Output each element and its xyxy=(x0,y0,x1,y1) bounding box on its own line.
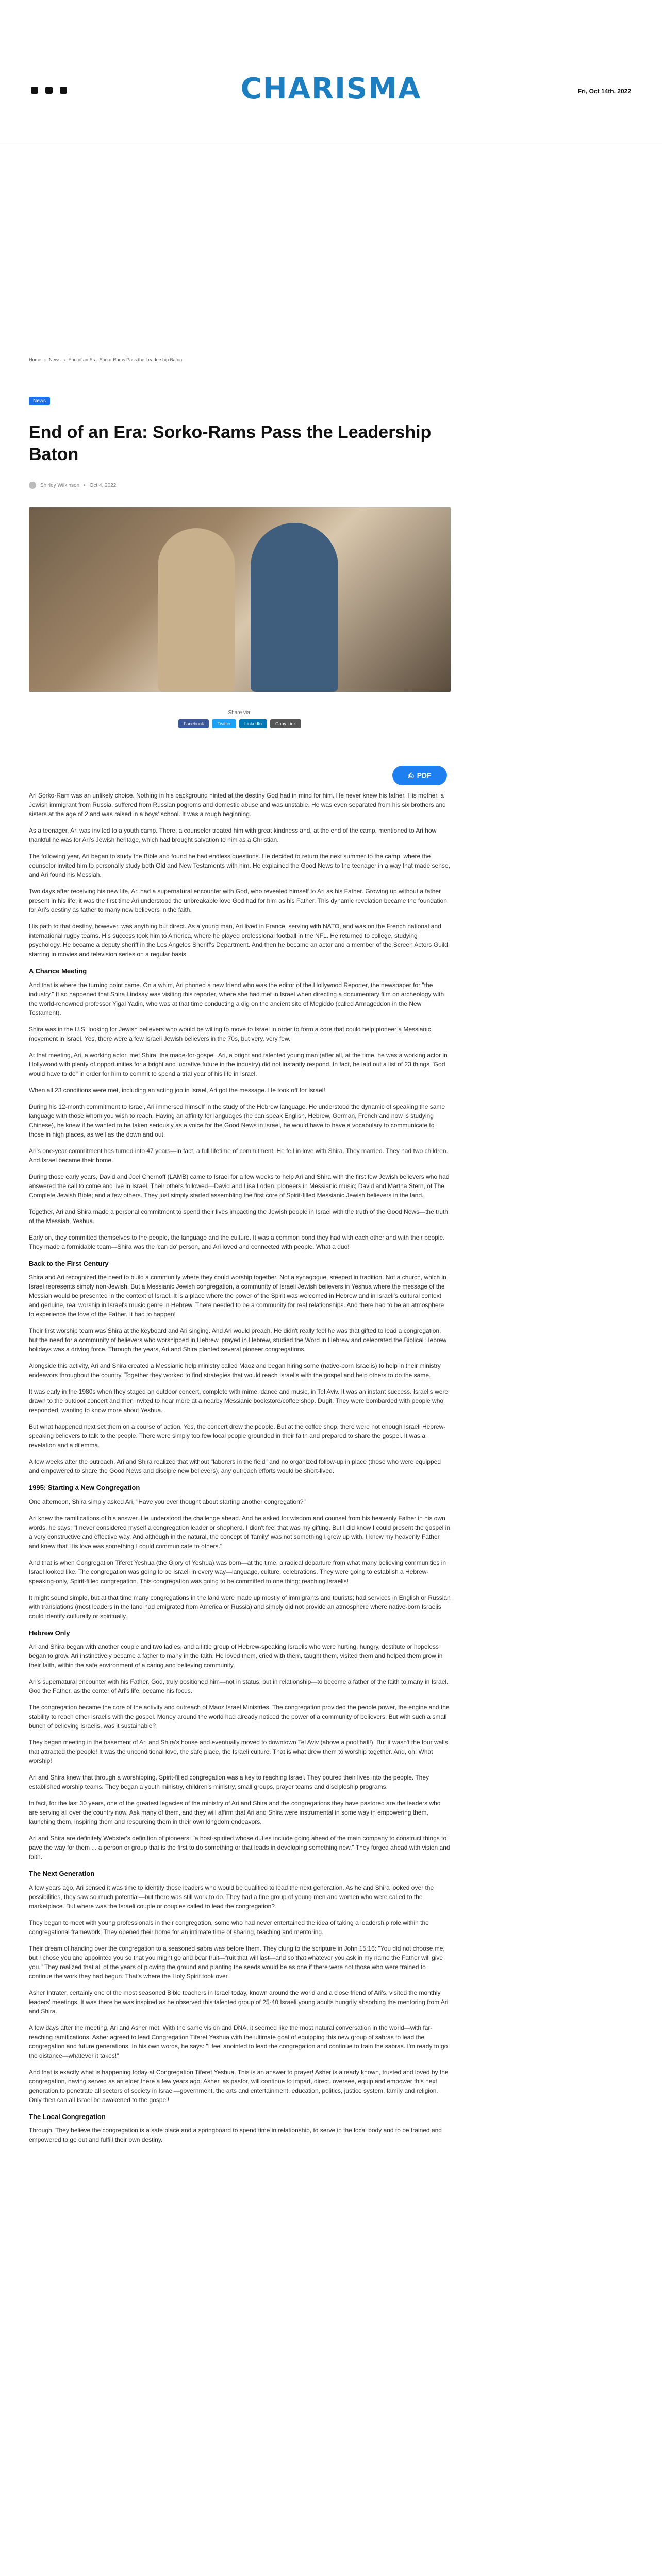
paragraph: And that is where the turning point came. On a whim, Ari phoned a new friend who was the editor of the Hollywood Reporter, the newspaper for "the industry." It so happened that Shira Lindsay was visiting this reporter, where she had met in Israel when directing a documentary film on archeology with the world-renowned professor Yigal Yadin, who was at that time conducting a dig on the ancient site of Megiddo (called Armageddon in the New Testament). xyxy=(29,981,444,1016)
site-logo[interactable]: CHARISMA xyxy=(240,72,422,106)
paragraph: As a teenager, Ari was invited to a youth camp. There, a counselor treated him with great kindness and, at the end of the camp, mentioned to Ari how thankful he was for Ari's Jewish heritage, which had brought salvation to him as a Christian. xyxy=(29,827,437,843)
man-figure xyxy=(251,523,338,692)
breadcrumb-news[interactable]: News xyxy=(49,357,61,362)
section-heading: Back to the First Century xyxy=(29,1259,109,1267)
paragraph: Shira was in the U.S. looking for Jewish believers who would be willing to move to Israel in order to form a core that could help pioneer a Messianic movement in Israel. Yes, there were a few Israeli Jewish believers in the 70s, but very, very few. xyxy=(29,1025,431,1042)
author-avatar xyxy=(29,482,36,489)
article-body xyxy=(29,791,451,2151)
paragraph: In fact, for the last 30 years, one of the greatest legacies of the ministry of Ari and Shira and the congregations they have pastored are the leaders who are serving all over the country now. Ask many of them, and they will affirm that Ari and Shira were instrumental in some way in empowering them, launching them, inspiring them and resourcing them in their own kingdom endeavors. xyxy=(29,1800,441,1825)
paragraph: And that is when Congregation Tiferet Yeshua (the Glory of Yeshua) was born—at the time, a radical departure from what many believing communities in Israel looked like. The congregation was going to be Israeli in every way—language, culture, celebrations. They were going to establish a Hebrew-speaking-only, Spirit-filled congregation. This congregation was going to be committed to one thing: reaching Israelis! xyxy=(29,1558,446,1585)
calendar-icon: • xyxy=(84,482,86,488)
paragraph: Ari knew the ramifications of his answer. He understood the challenge ahead. And he asked for wisdom and counsel from his heavenly Father in his own words, he says: "I never considered myself a congregation leader or shepherd. I didn't feel that was my gifting. But I did know I could present the gospel in a very constructive and effective way. And although in the natural, the concept of 'family' was not something I grew up with, I knew my heavenly Father and knew that His love was something I could communicate to others." xyxy=(29,1514,451,1550)
paragraph: Shira and Ari recognized the need to build a community where they could worship together. Not a synagogue, steeped in tradition. Not a church, which in Israel represents simply non-Jewish. But a Messianic Jewish congregation, a community of Israeli Jewish believers in Yeshua where the message of the Messiah would be presented in the context of Israel. It is a place where the power of the Spirit was welcomed in Hebrew and in Israeli's cultural context and genuine, real worship in Israel's music genre in Hebrew. There needed to be a community for real relationships. And there had to be an atmosphere to experience the love of the Father. It had to happen! xyxy=(29,1274,446,1318)
section-heading: 1995: Starting a New Congregation xyxy=(29,1484,140,1492)
paragraph: Their first worship team was Shira at the keyboard and Ari singing. And Ari would preach. He didn't really feel he was that gifted to lead a congregation, but the need for a community of believers who worshipped in Hebrew, prayed in Hebrew, studied the Word in Hebrew and celebrated the Biblical Hebrew holidays was a driving force. Through the years, Ari and Shira planted several pioneer congregations. xyxy=(29,1327,447,1353)
pdf-button[interactable] xyxy=(392,766,447,785)
paragraph: A few weeks after the outreach, Ari and Shira realized that without "laborers in the field" and no organized follow-up in place (those who were equipped and empowered to share the Good News and disciple new believers), any outreach efforts would be short-lived. xyxy=(29,1458,441,1475)
paragraph: At that meeting, Ari, a working actor, met Shira, the made-for-gospel. Ari, a bright and talented young man (after all, at the time, he was a working actor in Hollywood with plenty of opportunities for a bright and lucrative future in the industry) did not instantly respond. In fact, he laid out a list of 23 things "God would have to do" in order for him to commit to spend a trial year of his life in Israel. xyxy=(29,1051,448,1077)
publish-date: Oct 4, 2022 xyxy=(89,482,117,488)
paragraph: Ari's supernatural encounter with his Father, God, truly positioned him—not in status, but in relationship—to become a father of the faith to many in Israel. God the Father, as the center of Ari's life, became his focus. xyxy=(29,1678,449,1694)
breadcrumb: Home › News › End of an Era: Sorko-Rams Pass the Leadership Baton xyxy=(29,357,183,362)
paragraph: Ari Sorko-Ram was an unlikely choice. Nothing in his background hinted at the destiny God had in mind for him. He never knew his father. His mother, a Jewish immigrant from Russia, suffered from Russian pogroms and domestic abuse and was unstable. He was even separated from his six brothers and sisters at the age of 2 and was raised in a boys' school. It was a rough beginning. xyxy=(29,792,446,818)
site-header xyxy=(0,0,662,144)
paragraph: Alongside this activity, Ari and Shira created a Messianic help ministry called Maoz and began hiring some (native-born Israelis) to help in their ministry endeavors throughout the country. Together they worked to find strategies that would reach Israelis with the gospel and help others to do the same. xyxy=(29,1362,441,1379)
pdf-icon: ⎙ xyxy=(408,771,414,779)
section-heading: Hebrew Only xyxy=(29,1629,70,1637)
paragraph: Early on, they committed themselves to the people, the language and the culture. It was a common bond they had with each other and with their people. They made a formidable team—Shira was the 'can do' person, and Ari loved and connected with people. What a duo! xyxy=(29,1233,445,1250)
woman-figure xyxy=(158,528,235,692)
paragraph: During his 12-month commitment to Israel, Ari immersed himself in the study of the Hebrew language. He understood the dynamic of speaking the same language with those whom you wish to reach. Having an affinity for languages (he can speak English, Hebrew, German, French and now is studying Chinese), he knew if he wanted to be taken seriously as a voice for the Good News in Israel, he would have to have a vocabulary to communicate to those in high places, as well as the down and out. xyxy=(29,1103,445,1138)
share-label: Share via: xyxy=(228,710,252,716)
section-heading: A Chance Meeting xyxy=(29,967,87,975)
paragraph: The congregation became the core of the activity and outreach of Maoz Israel Ministries. The congregation provided the people power, the engine and the stability to reach other Israelis with the gospel. Money around the world had already noticed the power of a community of believers. But with such a small bunch of believing Israelis, was it sustainable? xyxy=(29,1704,450,1730)
paragraph: Asher Intrater, certainly one of the most seasoned Bible teachers in Israel today, known around the world and a close friend of Ari's, visited the monthly leaders' meetings. It was there he was inspired as he observed this talented group of 25-40 Israeli young adults hungrily absorbing the mentoring from Ari and Shira. xyxy=(29,1989,449,2015)
category-badge[interactable]: News xyxy=(29,397,50,405)
paragraph: It might sound simple, but at that time many congregations in the land were made up mostly of immigrants and tourists; had services in English or Russian with translations (most leaders in the land had emigrated from America or Russia) and simply did not provide an atmosphere where native-born Israelis could identify culturally or spiritually. xyxy=(29,1594,451,1620)
paragraph: They began to meet with young professionals in their congregation, some who had never entertained the idea of taking a leadership role within the congregational framework. They opened their home for an intimate time of sharing, teaching and mentoring. xyxy=(29,1919,429,1936)
paragraph: It was early in the 1980s when they staged an outdoor concert, complete with mime, dance and music, in Tel Aviv. It was an instant success. Israelis were drawn to the outdoor concert and then invited to hear more at a nearby Messianic bookstore/coffee shop. Dugit. They were bombarded with people who responded, wanting to know more about Yeshua. xyxy=(29,1388,449,1414)
current-date: Fri, Oct 14th, 2022 xyxy=(577,88,631,95)
paragraph: Ari and Shira knew that through a worshipping, Spirit-filled congregation was a key to reaching Israel. They poured their lives into the people. They established worship teams. They began a youth ministry, children's ministry, small groups, prayer teams and discipleship programs. xyxy=(29,1774,429,1790)
breadcrumb-home[interactable]: Home xyxy=(29,357,42,362)
paragraph: They began meeting in the basement of Ari and Shira's house and eventually moved to downtown Tel Aviv (above a pool hall!). But it wasn't the four walls that attracted the people! It was the unconditional love, the safe place, the Israeli culture. That is what drew them to worship together. And, oh! What worship! xyxy=(29,1739,448,1765)
share-buttons xyxy=(29,719,451,728)
paragraph: But what happened next set them on a course of action. Yes, the concert drew the people. But at the coffee shop, there were not enough Israeli Hebrew-speaking believers to talk to the people. There were simply too few local people grounded in their faith and prepared to share the gospel. It was a revelation and a dilemma. xyxy=(29,1423,446,1449)
article-title: End of an Era: Sorko-Rams Pass the Leadership Baton xyxy=(29,422,432,464)
breadcrumb-current: End of an Era: Sorko-Rams Pass the Leadership Baton xyxy=(68,357,183,362)
author-name[interactable]: Shirley Wilkinson xyxy=(40,482,80,488)
paragraph: One afternoon, Shira simply asked Ari, "Have you ever thought about starting another congregation?" xyxy=(29,1498,306,1505)
paragraph: Through. They believe the congregation is a safe place and a springboard to spend time in relationship, to serve in the local body and to be trained and empowered to go out and fulfill their own destiny. xyxy=(29,2127,442,2143)
paragraph: Two days after receiving his new life, Ari had a supernatural encounter with God, who revealed himself to Ari as his Father. Growing up without a father present in his life, it was the first time Ari understood the unbreakable love God had for him as his Father. This dynamic revelation became the foundation for Ari's destiny as father to many new believers in the faith. xyxy=(29,888,447,913)
paragraph: Their dream of handing over the congregation to a seasoned sabra was before them. They clung to the scripture in John 15:16: "You did not choose me, but I chose you and appointed you so that you might go and bear fruit—fruit that will last—and so that whatever you ask in my name the Father will give you." They realized that all of the years of plowing the ground and planting the seeds would be as one if there were not those who were trained to continue the work they had begun. That's where the Holy Spirit took over. xyxy=(29,1944,445,1980)
paragraph: A few years ago, Ari sensed it was time to identify those leaders who would be qualified to lead the next generation. As he and Shira looked over the possibilities, they saw so much potential—but there was still work to do. They had a fine group of young men and women who were called to the marketplace. But where was the Israeli couple or couples called to lead the congregation? xyxy=(29,1884,434,1910)
section-heading: The Local Congregation xyxy=(29,2112,106,2121)
paragraph: Ari and Shira began with another couple and two ladies, and a little group of Hebrew-speaking Israelis who were hurting, hungry, destitute or hopeless began to grow. Ari instinctively became a father to many in the faith. He loved them, cried with them, taught them, visited them and helped them grow in their faith, within the safe environment of a caring and believing community. xyxy=(29,1643,443,1669)
section-heading: The Next Generation xyxy=(29,1870,95,1877)
copy-link-button[interactable]: Copy Link xyxy=(270,719,301,728)
hero-image xyxy=(29,507,451,692)
pdf-label: PDF xyxy=(417,771,432,779)
paragraph: And that is exactly what is happening today at Congregation Tiferet Yeshua. This is an answer to prayer! Asher is already known, trusted and loved by the congregation, having served as an elder there a few years ago. Asher, as pastor, will continue to impart, direct, oversee, equip and empower this next generation to penetrate all sectors of society in Israel—government, the arts and entertainment, education, politics, justice system, family and religion. Only then can all Israel be awakened to the gospel! xyxy=(29,2068,449,2104)
share-twitter-button[interactable]: Twitter xyxy=(212,719,236,728)
paragraph: The following year, Ari began to study the Bible and found he had endless questions. He decided to return the next summer to the camp, where the counselor invited him to personally study both Old and New Testaments with him. He explained the Good News to the teenager in a way that made sense, and Ari found his Messiah. xyxy=(29,853,450,878)
byline xyxy=(29,482,452,489)
share-linkedin-button[interactable]: LinkedIn xyxy=(239,719,267,728)
paragraph: Ari and Shira are definitely Webster's definition of pioneers: "a host-spirited whose duties include going ahead of the main company to construct things to pave the way for them ... a person or group that is the first to do something or that leads in developing something new." They forged ahead with vision and faith. xyxy=(29,1835,450,1860)
paragraph: A few days after the meeting, Ari and Asher met. With the same vision and DNA, it seemed like the most natural conversation in the world—with far-reaching ramifications. Asher agreed to lead Congregation Tiferet Yeshua with the ultimate goal of equipping this new group of sabras to lead the congregation and future generations. In his own words, he says: "I feel anointed to lead the congregation and continue to train the sabras. I'm ready to go the distance—whatever it takes!" xyxy=(29,2024,448,2059)
paragraph: Ari's one-year commitment has turned into 47 years—in fact, a full lifetime of commitment. He fell in love with Shira. They married. They had two children. And Israel became their home. xyxy=(29,1147,448,1164)
paragraph: Together, Ari and Shira made a personal commitment to spend their lives impacting the Jewish people in Israel with the truth of the Good News—the truth of the Messiah, Yeshua. xyxy=(29,1208,449,1225)
paragraph: His path to that destiny, however, was anything but direct. As a young man, Ari lived in France, serving with NATO, and was on the French national and international rugby teams. His success took him to America, where he played professional football in the NFL. He returned to college, studying psychology. He became a deputy sheriff in the Los Angeles Sheriff's Department. And then he became an actor and a member of the Screen Actors Guild, starring in movies and television series on a regular basis. xyxy=(29,923,450,958)
paragraph: During those early years, David and Joel Chernoff (LAMB) came to Israel for a few weeks to help Ari and Shira with the first few Jewish believers who had answered the call to come and live in Israel. Their others followed—David and Lisa Loden, pioneers in Messianic music; David and Martha Stern, of The Complete Jewish Bible; and a few others. They just simply started assembling the first core of Spirit-filled Messianic Jewish believers in the land. xyxy=(29,1173,450,1199)
share-facebook-button[interactable]: Facebook xyxy=(178,719,209,728)
paragraph: When all 23 conditions were met, including an acting job in Israel, Ari got the message. He took off for Israel! xyxy=(29,1086,325,1094)
